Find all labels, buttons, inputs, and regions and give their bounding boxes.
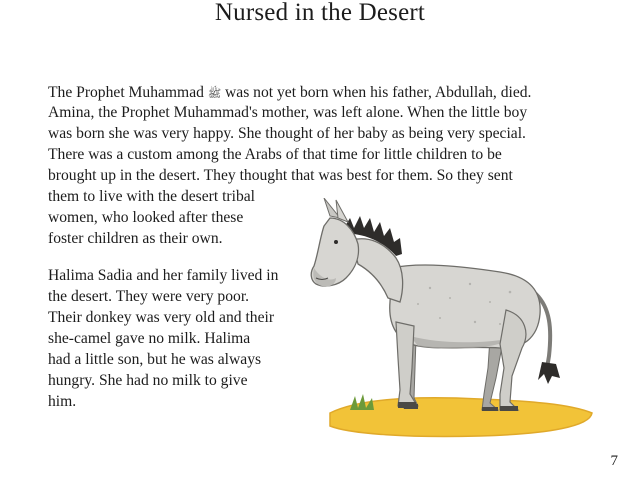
- paragraph-2-line-3: Their donkey was very old and their: [48, 309, 275, 326]
- paragraph-1-line-2: Amina, the Prophet Muhammad's mother, was left alone. When the little boy: [48, 104, 528, 121]
- hoof: [404, 404, 418, 409]
- grass-tuft: [350, 394, 374, 410]
- paragraph-2-line-6: hungry. She had no milk to give: [48, 372, 248, 389]
- donkey-illustration: [300, 198, 600, 443]
- paragraph-1-line-5: brought up in the desert. They thought that was best for them. So they sent: [48, 167, 513, 184]
- page-number: 7: [610, 453, 618, 469]
- paragraph-1-line-1-end: was not yet born when his father, Abdullah, died.: [225, 84, 532, 101]
- paragraph-1-line-1-start: The Prophet Muhammad: [48, 84, 204, 101]
- paragraph-2-line-7: him.: [48, 393, 77, 410]
- hoof: [482, 407, 498, 411]
- paragraph-2-line-5: had a little son, but he was always: [48, 351, 262, 368]
- donkey-eye: [334, 240, 338, 244]
- tail-tuft: [538, 362, 560, 384]
- paragraph-2-line-4: she-camel gave no milk. Halima: [48, 330, 251, 347]
- page-title: Nursed in the Desert: [214, 0, 426, 26]
- pbuh-symbol: ﷺ: [207, 87, 222, 100]
- paragraph-1-line-8: foster children as their own.: [48, 230, 223, 247]
- near-hind-leg: [500, 310, 526, 410]
- paragraph-1-line-4: There was a custom among the Arabs of that time for little children to be: [48, 146, 502, 163]
- paragraph-1-line-6: them to live with the desert tribal: [48, 188, 255, 205]
- paragraph-1-line-1: [48, 83, 531, 104]
- paragraph-2-line-1: Halima Sadia and her family lived in: [48, 267, 279, 284]
- hoof: [500, 406, 518, 411]
- paragraph-2-line-2: the desert. They were very poor.: [48, 288, 250, 305]
- paragraph-1-line-7: women, who looked after these: [48, 209, 244, 226]
- paragraph-1-line-3: was born she was very happy. She thought of her baby as being very special.: [48, 125, 526, 142]
